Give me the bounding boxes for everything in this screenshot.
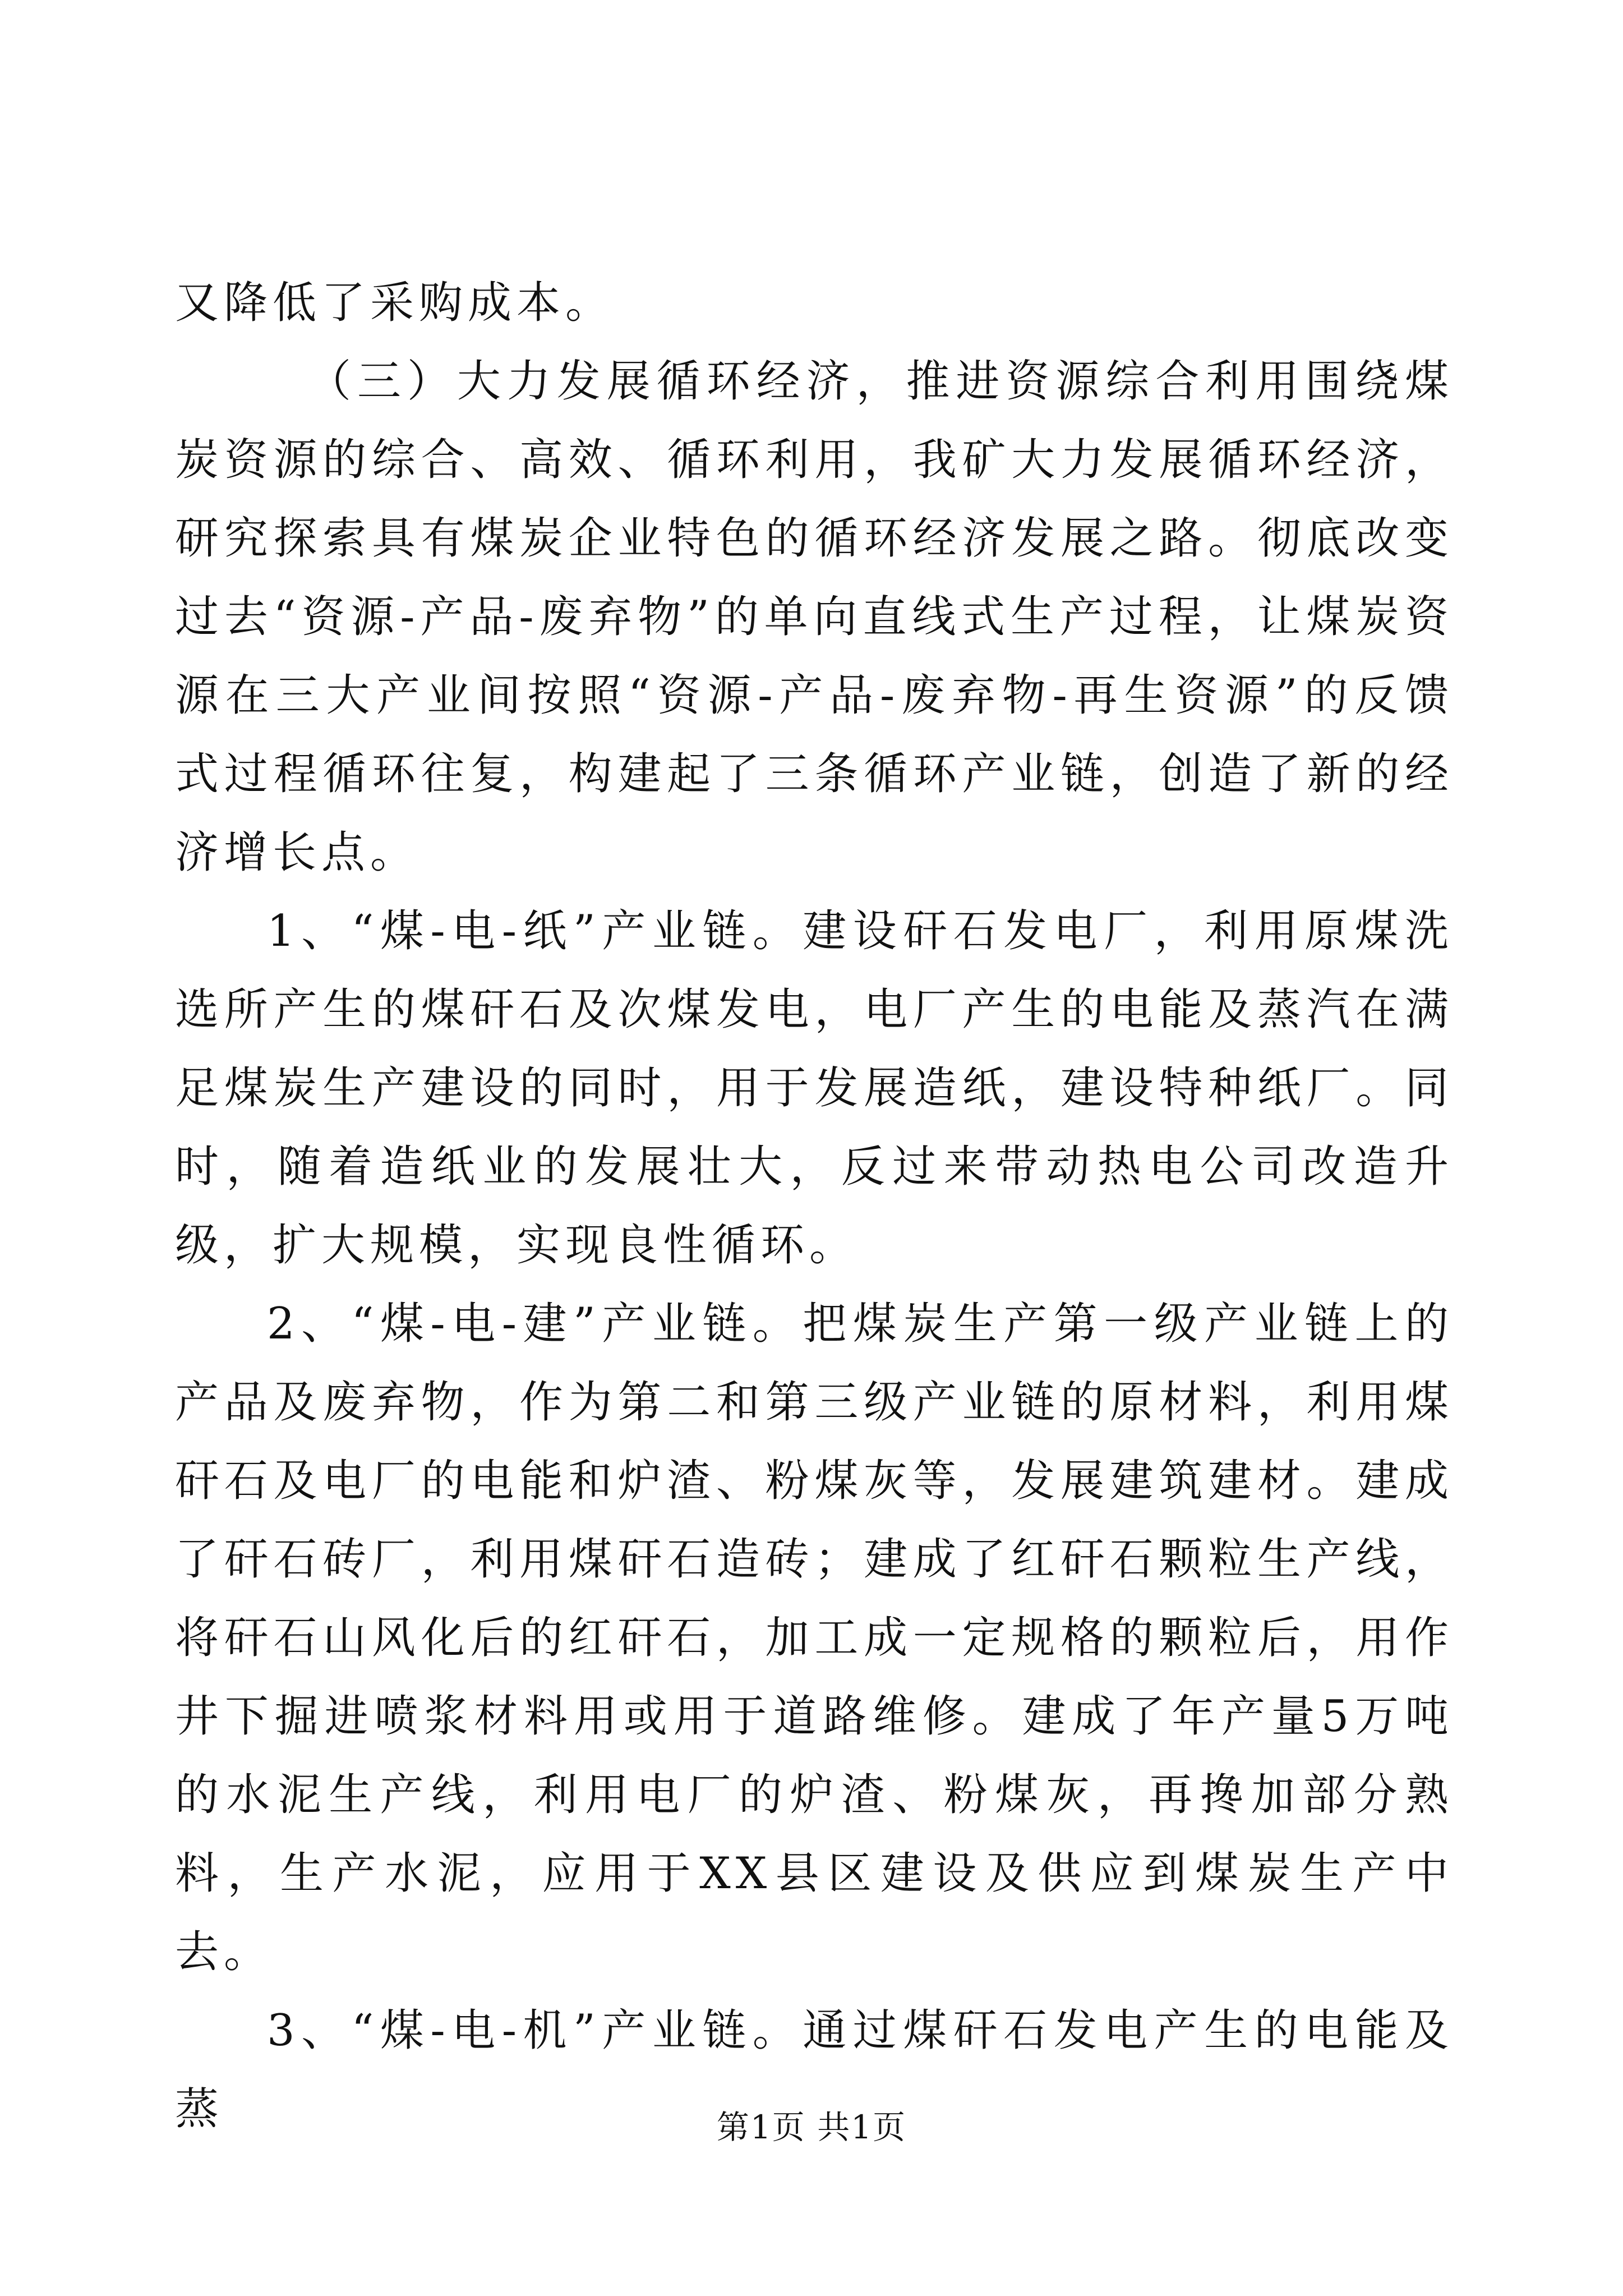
- page-number-label: 第1页 共1页: [716, 2108, 907, 2146]
- paragraph-continuation: 又降低了采购成本。: [175, 278, 615, 328]
- paragraph-chain-one: 1、“煤-电-纸”产业链。建设矸石发电厂，利用原煤洗选所产生的煤矸石及次煤发电，电厂产生的电能及蒸汽在满足煤炭生产建设的同时，用于发展造纸，建设特种纸厂。同时，随着造纸业的发展壮大，反过来带动热电公司改造升级，扩大规模，实现良性循环。: [175, 906, 1454, 1271]
- document-body: [175, 264, 1454, 2148]
- paragraph-chain-three: 3、“煤-电-机”产业链。通过煤矸石发电产生的电能及蒸: [175, 2005, 1454, 2134]
- paragraph-chain-two: 2、“煤-电-建”产业链。把煤炭生产第一级产业链上的产品及废弃物，作为第二和第三级产业链的原材料，利用煤矸石及电厂的电能和炉渣、粉煤灰等，发展建筑建材。建成了矸石砖厂，利用煤矸石造砖；建成了红矸石颗粒生产线，将矸石山风化后的红矸石，加工成一定规格的颗粒后，用作井下掘进喷浆材料用或用于道路维修。建成了年产量5万吨的水泥生产线，利用电厂的炉渣、粉煤灰，再搀加部分熟料，生产水泥，应用于XX县区建设及供应到煤炭生产中去。: [175, 1299, 1454, 1977]
- paragraph-section-three: （三）大力发展循环经济，推进资源综合利用围绕煤炭资源的综合、高效、循环利用，我矿大力发展循环经济，研究探索具有煤炭企业特色的循环经济发展之路。彻底改变过去“资源-产品-废弃物”的单向直线式生产过程，让煤炭资源在三大产业间按照“资源-产品-废弃物-再生资源”的反馈式过程循环往复，构建起了三条循环产业链，创造了新的经济增长点。: [175, 356, 1454, 878]
- page-footer: [0, 2105, 1623, 2150]
